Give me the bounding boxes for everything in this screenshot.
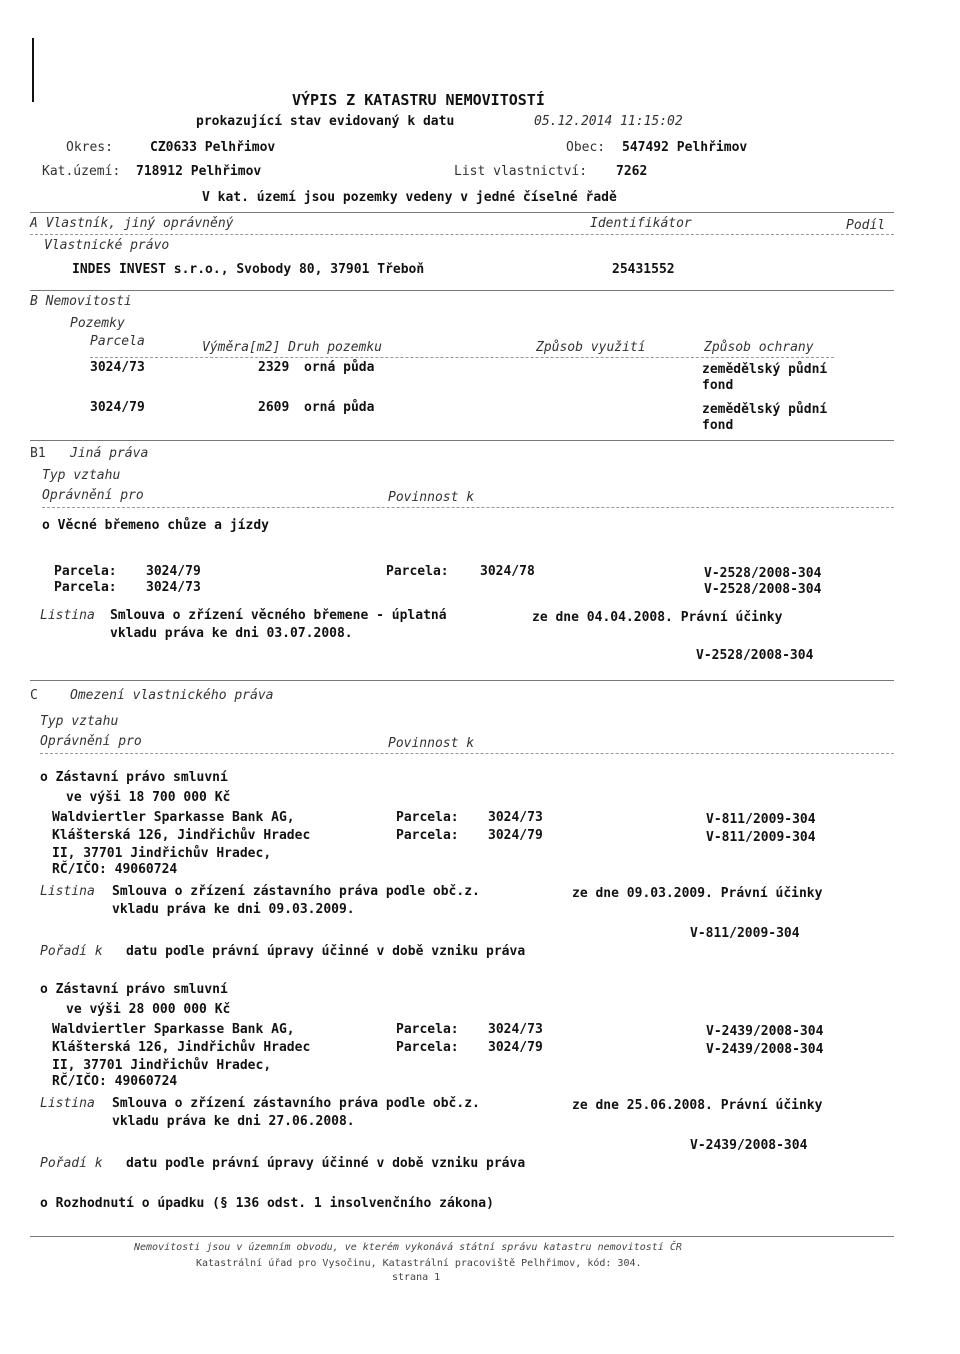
margin-mark [32, 38, 34, 102]
listina-text-cont: vkladu práva ke dni 09.03.2009. [112, 902, 355, 917]
registration-number: V-2439/2008-304 [706, 1042, 824, 1057]
parcel-label: Parcela: [396, 1040, 459, 1055]
vlastnicke-pravo-label: Vlastnické právo [44, 238, 170, 253]
povinnost-k-label: Povinnost k [388, 736, 475, 751]
divider [30, 212, 894, 213]
parcel-value: 3024/73 [488, 810, 543, 825]
listina-date: ze dne 09.03.2009. Právní účinky [572, 886, 823, 901]
katuzemi-value: 718912 Pelhřimov [136, 164, 262, 179]
parcel-label: Parcela: [54, 564, 117, 579]
lien-title: o Zástavní právo smluvní [40, 770, 228, 785]
parcel-protection: zemědělský půdní [702, 402, 828, 417]
registration-number: V-2439/2008-304 [690, 1138, 808, 1153]
parcel-value: 3024/79 [488, 828, 543, 843]
lv-label: List vlastnictví: [454, 164, 588, 179]
divider [42, 507, 894, 508]
divider [30, 680, 894, 681]
povinnost-k-label: Povinnost k [388, 490, 475, 505]
podil-header: Podíl [846, 218, 886, 233]
opravneni-pro-label: Oprávnění pro [42, 488, 144, 503]
obec-value: 547492 Pelhřimov [622, 140, 748, 155]
insolvency-item: o Rozhodnutí o úpadku (§ 136 odst. 1 insolvenčního zákona) [40, 1196, 494, 1211]
listina-text-cont: vkladu práva ke dni 27.06.2008. [112, 1114, 355, 1129]
parcel-number: 3024/73 [90, 360, 145, 375]
obec-label: Obec: [566, 140, 606, 155]
registration-number: V-811/2009-304 [690, 926, 800, 941]
col-parcela: Parcela [90, 334, 145, 349]
opravneni-pro-label: Oprávnění pro [40, 734, 142, 749]
creditor-line: Waldviertler Sparkasse Bank AG, [52, 1022, 295, 1037]
registration-number: V-2528/2008-304 [704, 566, 822, 581]
listina-text: Smlouva o zřízení zástavního práva podle obč.z. [112, 884, 480, 899]
creditor-line: Klášterská 126, Jindřichův Hradec [52, 828, 311, 843]
divider [30, 440, 894, 441]
katuzemi-label: Kat.území: [42, 164, 121, 179]
parcel-label: Parcela: [396, 828, 459, 843]
registration-number: V-2528/2008-304 [696, 648, 814, 663]
creditor-line: RČ/IČO: 49060724 [52, 862, 178, 877]
section-c-code: C [30, 688, 38, 703]
divider [30, 234, 894, 235]
parcel-label: Parcela: [54, 580, 117, 595]
parcel-protection-cont: fond [702, 418, 734, 433]
owner-id: 25431552 [612, 262, 675, 277]
parcel-label: Parcela: [386, 564, 449, 579]
parcel-type: orná půda [304, 400, 375, 415]
listina-date: ze dne 04.04.2008. Právní účinky [532, 610, 783, 625]
listina-text: Smlouva o zřízení věcného břemene - úplatná [110, 608, 447, 623]
typ-vztahu-label: Typ vztahu [42, 468, 121, 483]
creditor-line: II, 37701 Jindřichův Hradec, [52, 846, 272, 861]
col-vymera-druh: Výměra[m2] Druh pozemku [202, 340, 383, 355]
registration-number: V-811/2009-304 [706, 830, 816, 845]
parcel-number: 3024/79 [90, 400, 145, 415]
lv-value: 7262 [616, 164, 648, 179]
lien-title: o Zástavní právo smluvní [40, 982, 228, 997]
col-zpusob-ochrany: Způsob ochrany [704, 340, 814, 355]
parcel-area: 2609 [258, 400, 290, 415]
section-b1-code: B1 [30, 446, 46, 461]
poradi-text: datu podle právní úpravy účinné v době vzniku práva [126, 1156, 526, 1171]
parcel-value: 3024/73 [488, 1022, 543, 1037]
document-title: VÝPIS Z KATASTRU NEMOVITOSTÍ [292, 91, 545, 109]
listina-date: ze dne 25.06.2008. Právní účinky [572, 1098, 823, 1113]
creditor-line: Waldviertler Sparkasse Bank AG, [52, 810, 295, 825]
document-date: 05.12.2014 11:15:02 [534, 114, 683, 129]
listina-label: Listina [40, 1096, 95, 1111]
divider [30, 290, 894, 291]
parcel-protection-cont: fond [702, 378, 734, 393]
registration-number: V-811/2009-304 [706, 812, 816, 827]
section-b-heading: B Nemovitosti [30, 294, 132, 309]
registration-number: V-2528/2008-304 [704, 582, 822, 597]
footer-line2: Katastrální úřad pro Vysočinu, Katastrální pracoviště Pelhřimov, kód: 304. [196, 1258, 642, 1269]
parcel-type: orná půda [304, 360, 375, 375]
parcel-label: Parcela: [396, 810, 459, 825]
okres-label: Okres: [66, 140, 113, 155]
parcel-value: 3024/79 [146, 564, 201, 579]
listina-text: Smlouva o zřízení zástavního práva podle obč.z. [112, 1096, 480, 1111]
katuzemi-note: V kat. území jsou pozemky vedeny v jedné číselné řadě [202, 190, 617, 205]
parcel-protection: zemědělský půdní [702, 362, 828, 377]
parcel-area: 2329 [258, 360, 290, 375]
divider [90, 357, 834, 358]
registration-number: V-2439/2008-304 [706, 1024, 824, 1039]
okres-value: CZ0633 Pelhřimov [150, 140, 276, 155]
creditor-line: Klášterská 126, Jindřichův Hradec [52, 1040, 311, 1055]
owner-text: INDES INVEST s.r.o., Svobody 80, 37901 Třeboň [72, 262, 425, 277]
creditor-line: II, 37701 Jindřichův Hradec, [52, 1058, 272, 1073]
document-subtitle: prokazující stav evidovaný k datu [196, 114, 455, 129]
parcel-label: Parcela: [396, 1022, 459, 1037]
burden-title: o Věcné břemeno chůze a jízdy [42, 518, 269, 533]
listina-label: Listina [40, 608, 95, 623]
poradi-label: Pořadí k [40, 944, 103, 959]
col-zpusob-vyuziti: Způsob využití [536, 340, 646, 355]
divider [40, 753, 894, 754]
poradi-text: datu podle právní úpravy účinné v době vzniku práva [126, 944, 526, 959]
page-number: strana 1 [392, 1272, 441, 1283]
section-a-heading: A Vlastník, jiný oprávněný [30, 216, 234, 231]
parcel-value: 3024/79 [488, 1040, 543, 1055]
lien-amount: ve výši 28 000 000 Kč [66, 1002, 231, 1017]
listina-text-cont: vkladu práva ke dni 03.07.2008. [110, 626, 353, 641]
typ-vztahu-label: Typ vztahu [40, 714, 119, 729]
section-c-heading: Omezení vlastnického práva [70, 688, 274, 703]
poradi-label: Pořadí k [40, 1156, 103, 1171]
section-b1-heading: Jiná práva [70, 446, 149, 461]
creditor-line: RČ/IČO: 49060724 [52, 1074, 178, 1089]
footer-line1: Nemovitosti jsou v územním obvodu, ve kterém vykonává státní správu katastru nemovitostí ČR [134, 1242, 682, 1253]
lien-amount: ve výši 18 700 000 Kč [66, 790, 231, 805]
pozemky-label: Pozemky [70, 316, 125, 331]
parcel-value: 3024/78 [480, 564, 535, 579]
parcel-value: 3024/73 [146, 580, 201, 595]
divider [30, 1236, 894, 1237]
identifikator-header: Identifikátor [590, 216, 692, 231]
listina-label: Listina [40, 884, 95, 899]
